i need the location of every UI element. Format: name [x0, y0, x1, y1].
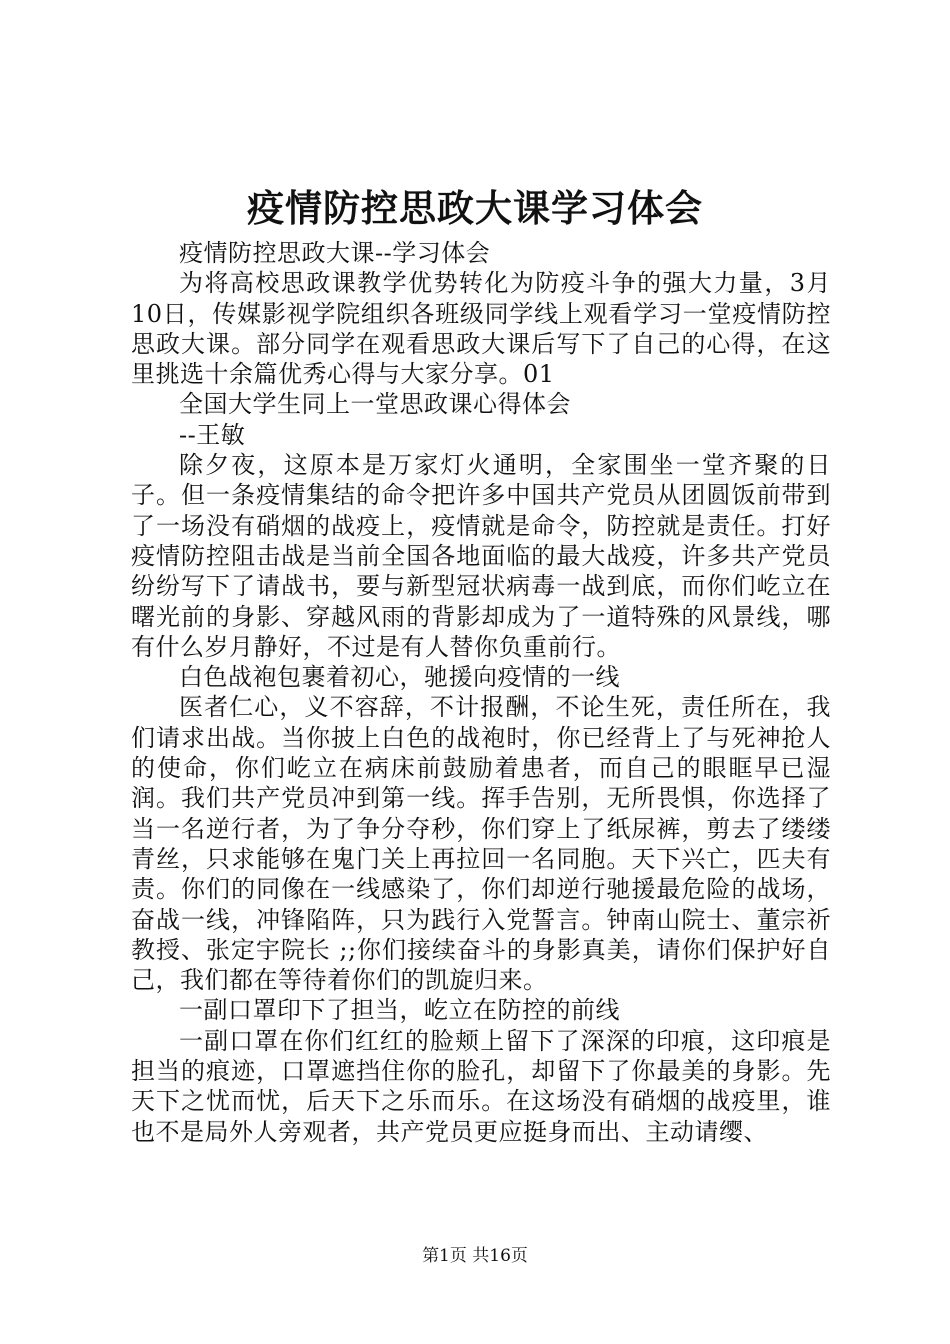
author-line: --王敏: [179, 420, 246, 449]
body-paragraph: 一副口罩在你们红红的脸颊上留下了深深的印痕，这印痕是担当的痕迹，口罩遮挡住你的脸孔，却留下了你最美的身影。先天下之忧而忧，后天下之乐而乐。在这场没有硝烟的战疫里，谁也不是局外人旁观者，共产党员更应挺身而出、主动请缨、: [131, 1026, 831, 1146]
document-title: 疫情防控思政大课学习体会: [247, 186, 703, 230]
body-paragraph: 除夕夜，这原本是万家灯火通明，全家围坐一堂齐聚的日子。但一条疫情集结的命令把许多中国共产党员从团圆饭前带到了一场没有硝烟的战疫上，疫情就是命令，防控就是责任。打好疫情防控阻击战是当前全国各地面临的最大战疫，许多共产党员纷纷写下了请战书，要与新型冠状病毒一战到底，而你们屹立在曙光前的身影、穿越风雨的背影却成为了一道特殊的风景线，哪有什么岁月静好，不过是有人替你负重前行。: [131, 451, 831, 661]
page-footer: 第1页 共16页: [422, 1246, 528, 1266]
section-heading: 一副口罩印下了担当，屹立在防控的前线: [179, 996, 620, 1025]
body-paragraph: 医者仁心，义不容辞，不计报酬，不论生死，责任所在，我们请求出战。当你披上白色的战袍时，你已经背上了与死神抢人的使命，你们屹立在病床前鼓励着患者，而自己的眼眶早已湿润。我们共产党员冲到第一线。挥手告别，无所畏惧，你选择了当一名逆行者，为了争分夺秒，你们穿上了纸尿裤，剪去了缕缕青丝，只求能够在鬼门关上再拉回一名同胞。天下兴亡，匹夫有责。你们的同像在一线感染了，你们却逆行驰援最危险的战场，奋战一线，冲锋陷阵，只为践行入党誓言。钟南山院士、董宗祈教授、张定宇院长 ;;你们接续奋斗的身影真美，请你们保护好自己，我们都在等待着你们的凯旋归来。: [131, 693, 831, 995]
intro-paragraph: 为将高校思政课教学优势转化为防疫斗争的强大力量，3月10日，传媒影视学院组织各班级同学线上观看学习一堂疫情防控思政大课。部分同学在观看思政大课后写下了自己的心得，在这里挑选十余篇优秀心得与大家分享。01: [131, 269, 831, 389]
document-body: [131, 238, 831, 1147]
section-heading: 全国大学生同上一堂思政课心得体会: [179, 390, 571, 419]
section-heading: 白色战袍包裹着初心，驰援向疫情的一线: [179, 663, 620, 692]
subtitle-paragraph: 疫情防控思政大课--学习体会: [179, 239, 491, 267]
